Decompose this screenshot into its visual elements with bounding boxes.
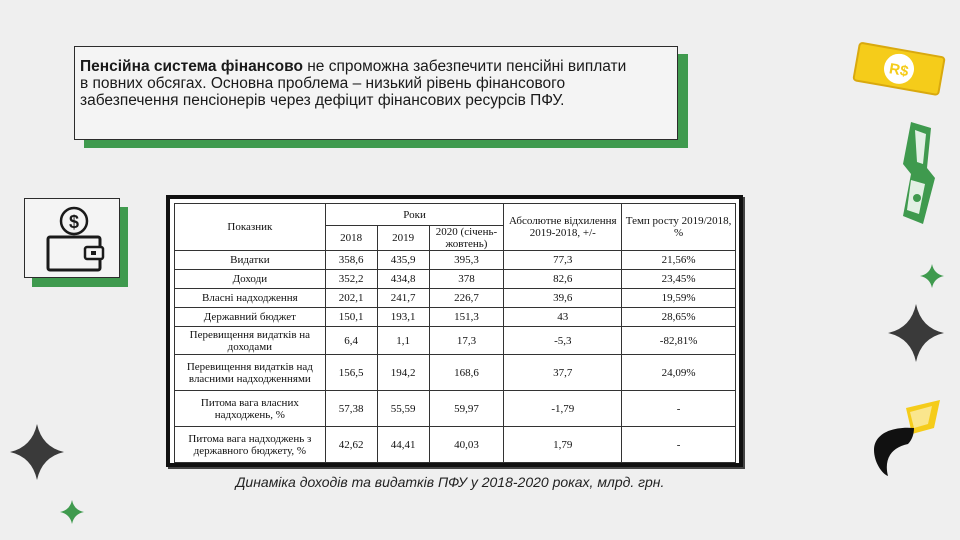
cell-2020: 59,97	[429, 391, 504, 427]
cell-2019: 194,2	[377, 355, 429, 391]
table-row	[175, 270, 736, 289]
bill-symbol: R$	[887, 60, 910, 81]
rolled-bill-icon	[893, 118, 943, 228]
cell-2018: 202,1	[325, 289, 377, 308]
cell-growth: -	[622, 391, 736, 427]
row-name: Видатки	[175, 251, 326, 270]
sparkle-icon	[60, 500, 84, 524]
cell-2018: 150,1	[325, 308, 377, 327]
cell-abs: 1,79	[504, 427, 622, 463]
sparkle-icon	[888, 304, 944, 362]
row-name: Державний бюджет	[175, 308, 326, 327]
header-abs-deviation: Абсолютне відхилення 2019-2018, +/-	[504, 204, 622, 251]
sparkle-icon	[920, 264, 944, 288]
cell-abs: 77,3	[504, 251, 622, 270]
cell-growth: -82,81%	[622, 327, 736, 355]
pension-fund-table	[174, 203, 736, 463]
wallet-dollar-icon	[25, 199, 119, 277]
row-name: Доходи	[175, 270, 326, 289]
cell-2020: 151,3	[429, 308, 504, 327]
table-row	[175, 327, 736, 355]
cell-2020: 168,6	[429, 355, 504, 391]
cell-2019: 434,8	[377, 270, 429, 289]
row-name: Перевищення видатків на доходами	[175, 327, 326, 355]
row-name: Питома вага надходжень з державного бюджету, %	[175, 427, 326, 463]
cell-2019: 1,1	[377, 327, 429, 355]
cell-abs: 39,6	[504, 289, 622, 308]
cell-growth: 21,56%	[622, 251, 736, 270]
row-name: Перевищення видатків над власними надходженнями	[175, 355, 326, 391]
cell-growth: 23,45%	[622, 270, 736, 289]
header-2018: 2018	[325, 226, 377, 251]
intro-text-box	[74, 46, 678, 140]
cell-2019: 193,1	[377, 308, 429, 327]
header-years: Роки	[325, 204, 504, 226]
sparkle-icon	[10, 424, 64, 480]
svg-text:$: $	[68, 212, 80, 232]
intro-bold: Пенсійна система фінансово	[80, 58, 303, 75]
cell-abs: 37,7	[504, 355, 622, 391]
header-indicator: Показник	[175, 204, 326, 251]
intro-text: не спроможна забезпечити пенсійні виплати в повних обсягах. Основна проблема – низький рівень фінансового забезпечення пенсіонерів через дефіцит фінансових ресурсів ПФУ.	[80, 58, 627, 109]
header-2020: 2020 (січень-жовтень)	[429, 226, 504, 251]
header-growth-rate: Темп росту 2019/2018, %	[622, 204, 736, 251]
row-name: Питома вага власних надходжень, %	[175, 391, 326, 427]
header-2019: 2019	[377, 226, 429, 251]
table-row	[175, 289, 736, 308]
row-name: Власні надходження	[175, 289, 326, 308]
table-caption: Динаміка доходів та видатків ПФУ у 2018-2020 роках, млрд. грн.	[235, 474, 665, 490]
cell-growth: 28,65%	[622, 308, 736, 327]
cell-2020: 40,03	[429, 427, 504, 463]
cell-2018: 57,38	[325, 391, 377, 427]
cell-2019: 55,59	[377, 391, 429, 427]
icon-box	[24, 198, 120, 278]
cell-abs: 43	[504, 308, 622, 327]
table-row	[175, 251, 736, 270]
cell-growth: 19,59%	[622, 289, 736, 308]
cell-growth: -	[622, 427, 736, 463]
cell-2018: 358,6	[325, 251, 377, 270]
cell-2018: 42,62	[325, 427, 377, 463]
table-row	[175, 308, 736, 327]
cell-2018: 352,2	[325, 270, 377, 289]
horn-icon	[870, 398, 946, 478]
table-row	[175, 427, 736, 463]
cell-abs: 82,6	[504, 270, 622, 289]
cell-abs: -5,3	[504, 327, 622, 355]
cell-growth: 24,09%	[622, 355, 736, 391]
table-frame	[166, 195, 743, 467]
cell-2018: 156,5	[325, 355, 377, 391]
cell-2020: 17,3	[429, 327, 504, 355]
cell-2020: 378	[429, 270, 504, 289]
cell-2020: 226,7	[429, 289, 504, 308]
cell-2019: 44,41	[377, 427, 429, 463]
cell-2018: 6,4	[325, 327, 377, 355]
money-bill-icon	[852, 40, 948, 98]
cell-2020: 395,3	[429, 251, 504, 270]
cell-2019: 241,7	[377, 289, 429, 308]
table-row	[175, 391, 736, 427]
table-row	[175, 355, 736, 391]
cell-2019: 435,9	[377, 251, 429, 270]
cell-abs: -1,79	[504, 391, 622, 427]
